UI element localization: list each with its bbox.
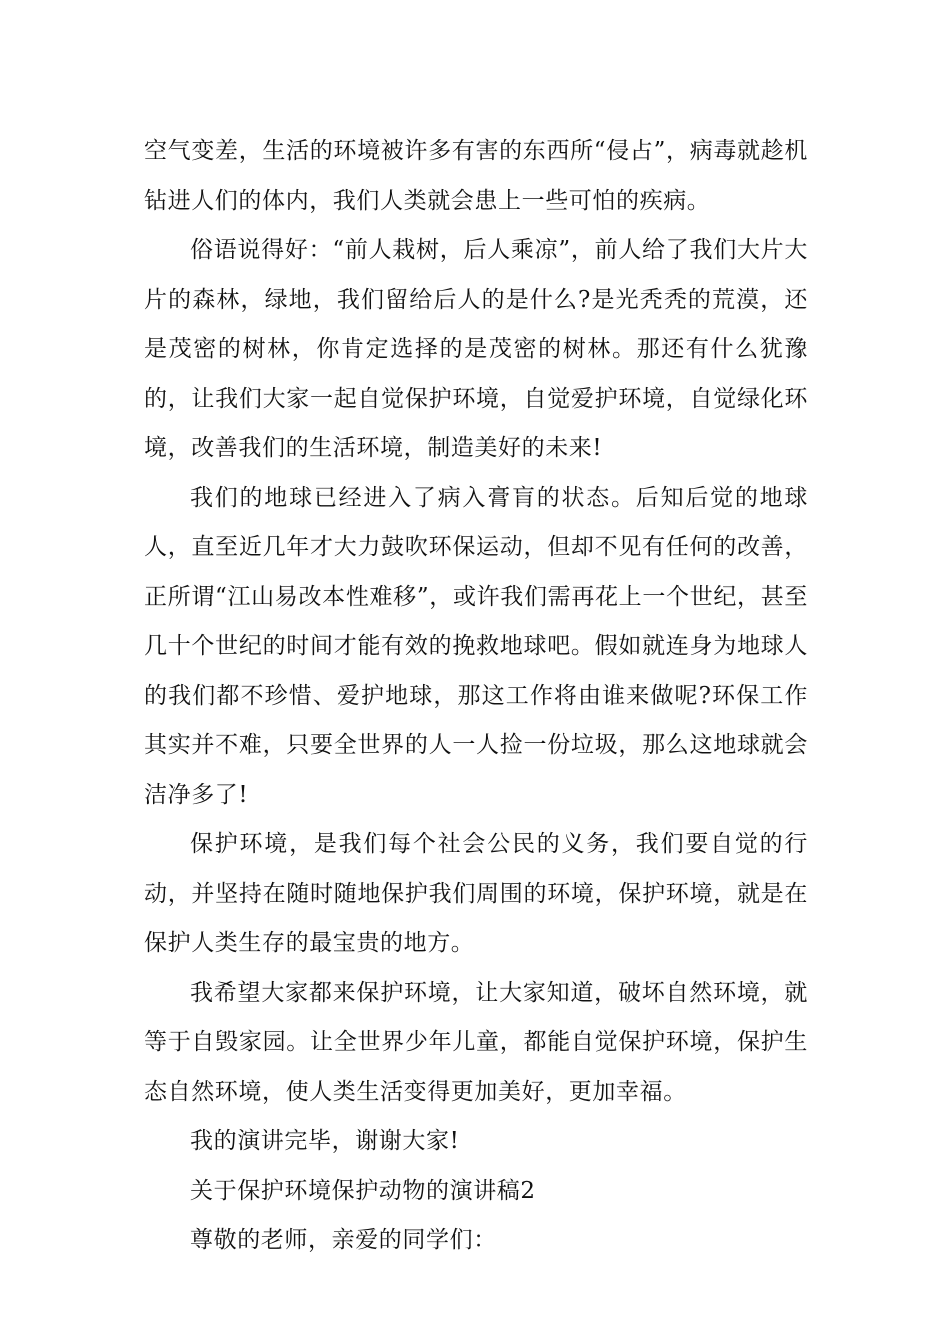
- paragraph-4: 保护环境，是我们每个社会公民的义务，我们要自觉的行动，并坚持在随时随地保护我们周围的环境，保护环境，就是在保护人类生存的最宝贵的地方。: [144, 831, 808, 956]
- paragraph-1: 空气变差，生活的环境被许多有害的东西所“侵占”，病毒就趁机钻进人们的体内，我们人类就会患上一些可怕的疾病。: [144, 138, 808, 214]
- closing-line: 我的演讲完毕，谢谢大家!: [190, 1128, 460, 1154]
- paragraph-2: 俗语说得好：“前人栽树，后人乘凉”，前人给了我们大片大片的森林，绿地，我们留给后人的是什么?是光秃秃的荒漠，还是茂密的树林，你肯定选择的是茂密的树林。那还有什么犹豫的，让我们大家一起自觉保护环境，自觉爱护环境，自觉绿化环境，改善我们的生活环境，制造美好的未来!: [144, 237, 808, 461]
- document-body: [144, 127, 808, 1266]
- salutation: 尊敬的老师，亲爱的同学们：: [190, 1227, 497, 1253]
- paragraph-5: 我希望大家都来保护环境，让大家知道，破坏自然环境，就等于自毁家园。让全世界少年儿童，都能自觉保护环境，保护生态自然环境，使人类生活变得更加美好，更加幸福。: [144, 979, 808, 1105]
- paragraph-3: 我们的地球已经进入了病入膏肓的状态。后知后觉的地球人，直至近几年才大力鼓吹环保运动，但却不见有任何的改善，正所谓“江山易改本性难移”，或许我们需再花上一个世纪，甚至几十个世纪的时间才能有效的挽救地球吧。假如就连身为地球人的我们都不珍惜、爱护地球，那这工作将由谁来做呢?环保工作其实并不难，只要全世界的人一人捡一份垃圾，那么这地球就会洁净多了!: [144, 484, 808, 808]
- section-title: 关于保护环境保护动物的演讲稿2: [190, 1177, 536, 1204]
